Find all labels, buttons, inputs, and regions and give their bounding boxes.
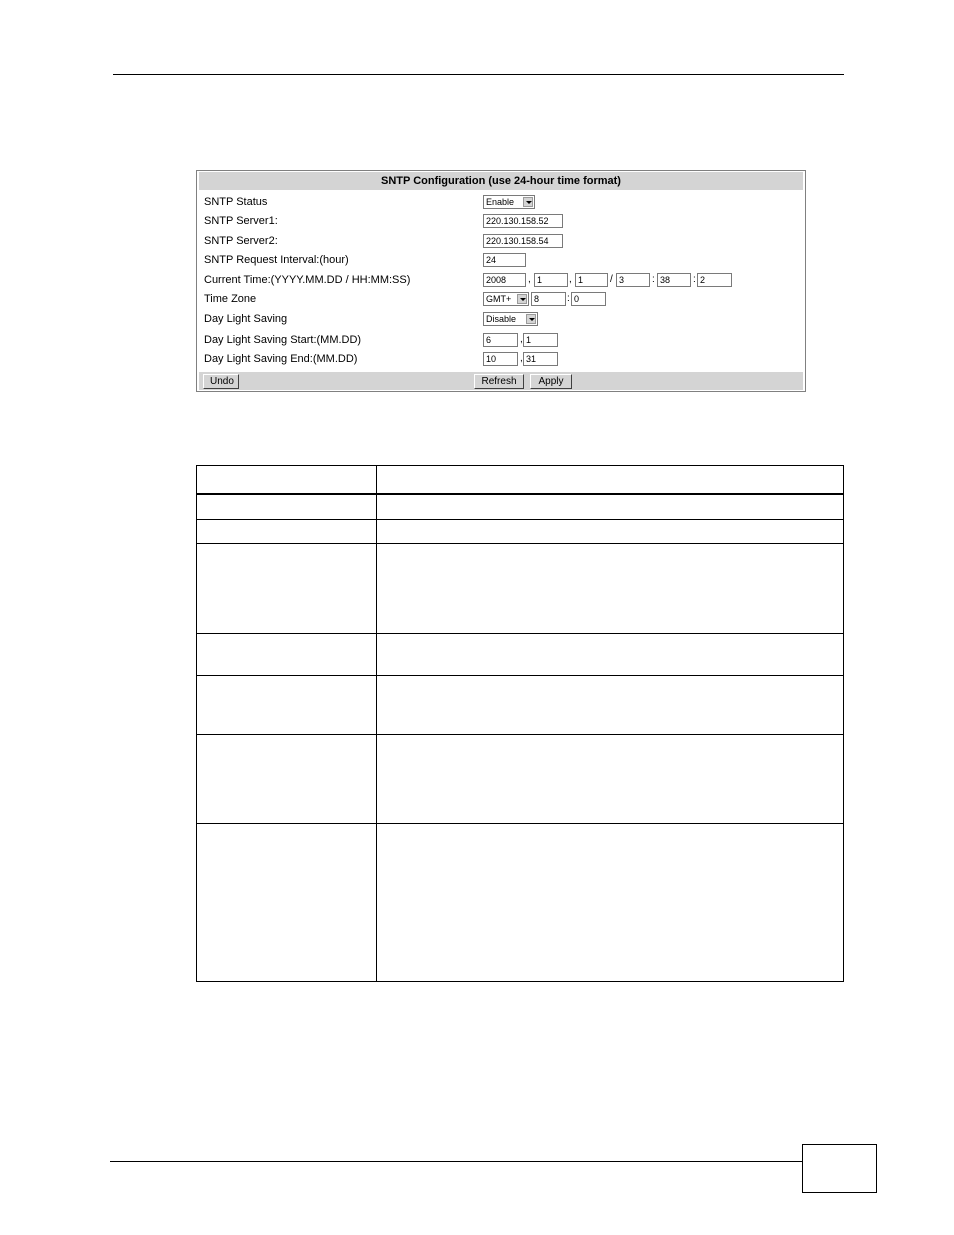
current-minute-input[interactable]: 38 bbox=[657, 273, 691, 287]
current-second-input[interactable]: 2 bbox=[697, 273, 732, 287]
sntp-server2-input[interactable]: 220.130.158.54 bbox=[483, 234, 563, 248]
time-zone-label: Time Zone bbox=[204, 293, 257, 305]
dls-end-day-input[interactable]: 31 bbox=[523, 352, 558, 366]
field-description-table bbox=[196, 465, 844, 982]
time-zone-prefix: GMT+ bbox=[486, 294, 512, 304]
footer-rule bbox=[110, 1161, 802, 1162]
separator: / bbox=[610, 274, 613, 285]
sntp-configuration-panel bbox=[196, 170, 806, 392]
current-day-input[interactable]: 1 bbox=[575, 273, 608, 287]
current-hour-input[interactable]: 3 bbox=[616, 273, 650, 287]
panel-footer bbox=[199, 372, 803, 390]
undo-button[interactable]: Undo bbox=[203, 374, 239, 389]
separator: , bbox=[520, 353, 523, 364]
sntp-server1-input[interactable]: 220.130.158.52 bbox=[483, 214, 563, 228]
sntp-status-value: Enable bbox=[486, 197, 515, 207]
table-row-divider bbox=[196, 675, 844, 676]
chevron-down-icon bbox=[526, 314, 536, 324]
header-rule bbox=[113, 74, 844, 75]
time-zone-minutes-input[interactable]: 0 bbox=[571, 292, 606, 306]
separator: : bbox=[652, 274, 655, 285]
dls-start-day-input[interactable]: 1 bbox=[523, 333, 558, 347]
time-zone-hours-input[interactable]: 8 bbox=[531, 292, 566, 306]
current-year-input[interactable]: 2008 bbox=[483, 273, 526, 287]
page-number-box bbox=[802, 1144, 877, 1193]
dls-select[interactable] bbox=[483, 312, 538, 326]
current-month-input[interactable]: 1 bbox=[534, 273, 568, 287]
table-row-divider bbox=[196, 519, 844, 520]
separator: , bbox=[520, 334, 523, 345]
refresh-button[interactable]: Refresh bbox=[474, 374, 524, 389]
table-row-divider bbox=[196, 633, 844, 634]
dls-end-label: Day Light Saving End:(MM.DD) bbox=[204, 353, 358, 365]
table-header-divider bbox=[196, 493, 844, 495]
sntp-server1-label: SNTP Server1: bbox=[204, 215, 278, 227]
table-row-divider bbox=[196, 734, 844, 735]
separator: , bbox=[528, 274, 531, 285]
separator: : bbox=[567, 293, 570, 304]
sntp-status-select[interactable] bbox=[483, 195, 535, 209]
chevron-down-icon bbox=[523, 197, 533, 207]
table-row-divider bbox=[196, 543, 844, 544]
dls-end-month-input[interactable]: 10 bbox=[483, 352, 518, 366]
dls-value: Disable bbox=[486, 314, 517, 324]
sntp-interval-input[interactable]: 24 bbox=[483, 253, 526, 267]
current-time-label: Current Time:(YYYY.MM.DD / HH:MM:SS) bbox=[204, 274, 411, 286]
sntp-server2-label: SNTP Server2: bbox=[204, 235, 278, 247]
separator: , bbox=[569, 274, 572, 285]
apply-button[interactable]: Apply bbox=[530, 374, 572, 389]
dls-start-label: Day Light Saving Start:(MM.DD) bbox=[204, 334, 362, 346]
separator: : bbox=[693, 274, 696, 285]
time-zone-select[interactable] bbox=[483, 292, 529, 306]
table-row-divider bbox=[196, 823, 844, 824]
panel-title: SNTP Configuration (use 24-hour time format) bbox=[199, 172, 803, 190]
sntp-interval-label: SNTP Request Interval:(hour) bbox=[204, 254, 349, 266]
dls-start-month-input[interactable]: 6 bbox=[483, 333, 518, 347]
table-border-bottom bbox=[196, 981, 844, 982]
dls-label: Day Light Saving bbox=[204, 313, 288, 325]
chevron-down-icon bbox=[517, 294, 527, 304]
table-border-top bbox=[196, 465, 844, 466]
sntp-status-label: SNTP Status bbox=[204, 196, 268, 208]
